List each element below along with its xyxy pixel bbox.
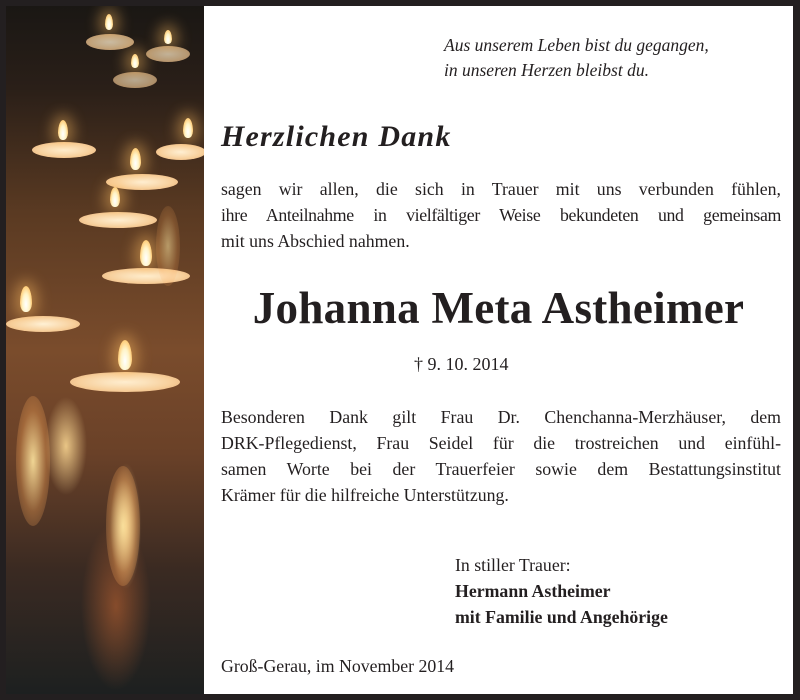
- flame-icon: [140, 240, 152, 266]
- motto-line: Aus unserem Leben bist du gegangen,: [444, 35, 709, 55]
- heading-thanks: Herzlichen Dank: [221, 120, 452, 153]
- candle-icon: [70, 372, 180, 432]
- candle-icon: [113, 72, 157, 100]
- death-date: † 9. 10. 2014: [414, 354, 509, 374]
- candle-icon: [102, 268, 190, 320]
- flame-icon: [164, 30, 172, 44]
- candle-icon: [86, 34, 134, 64]
- candle-reflection: [16, 396, 50, 526]
- intro-line: sagen wir allen, die sich in Trauer mit uns verbunden fühlen,: [221, 179, 781, 199]
- flame-icon: [110, 187, 120, 207]
- flame-icon: [58, 120, 68, 140]
- signature-name: Hermann Astheimer: [455, 581, 611, 601]
- flame-icon: [131, 54, 139, 68]
- special-thanks-line: DRK-Pflegedienst, Frau Seidel für die trostreichen und einfühl-: [221, 433, 781, 453]
- candle-icon: [6, 316, 80, 376]
- intro-paragraph: [221, 176, 781, 254]
- place-date: Groß-Gerau, im November 2014: [221, 656, 455, 676]
- candle-reflection: [156, 206, 180, 286]
- candle-reflection: [106, 466, 140, 586]
- flame-icon: [183, 118, 193, 138]
- special-thanks-line: Besonderen Dank gilt Frau Dr. Chenchanna-Merzhäuser, dem: [221, 407, 781, 427]
- special-thanks-line: Krämer für die hilfreiche Unterstützung.: [221, 485, 509, 505]
- intro-line: mit uns Abschied nahmen.: [221, 231, 410, 251]
- flame-icon: [118, 340, 132, 370]
- candle-icon: [146, 46, 190, 74]
- special-thanks-line: samen Worte bei der Trauerfeier sowie dem Bestattungsinstitut: [221, 459, 781, 479]
- flame-icon: [20, 286, 32, 312]
- signature-intro: In stiller Trauer:: [455, 555, 571, 575]
- special-thanks-paragraph: [221, 404, 781, 508]
- flame-icon: [105, 14, 113, 30]
- deceased-name: Johanna Meta Astheimer: [252, 283, 745, 333]
- intro-line: ihre Anteilnahme in vielfältiger Weise bekundeten und gemeinsam: [221, 205, 781, 225]
- signature-block: [455, 552, 668, 630]
- candles-photo: [6, 6, 204, 694]
- candle-icon: [32, 142, 96, 182]
- notice-panel: [204, 6, 793, 694]
- motto-line: in unseren Herzen bleibst du.: [444, 60, 649, 80]
- motto-quote: [444, 33, 774, 83]
- flame-icon: [130, 148, 141, 170]
- signature-family: mit Familie und Angehörige: [455, 607, 668, 627]
